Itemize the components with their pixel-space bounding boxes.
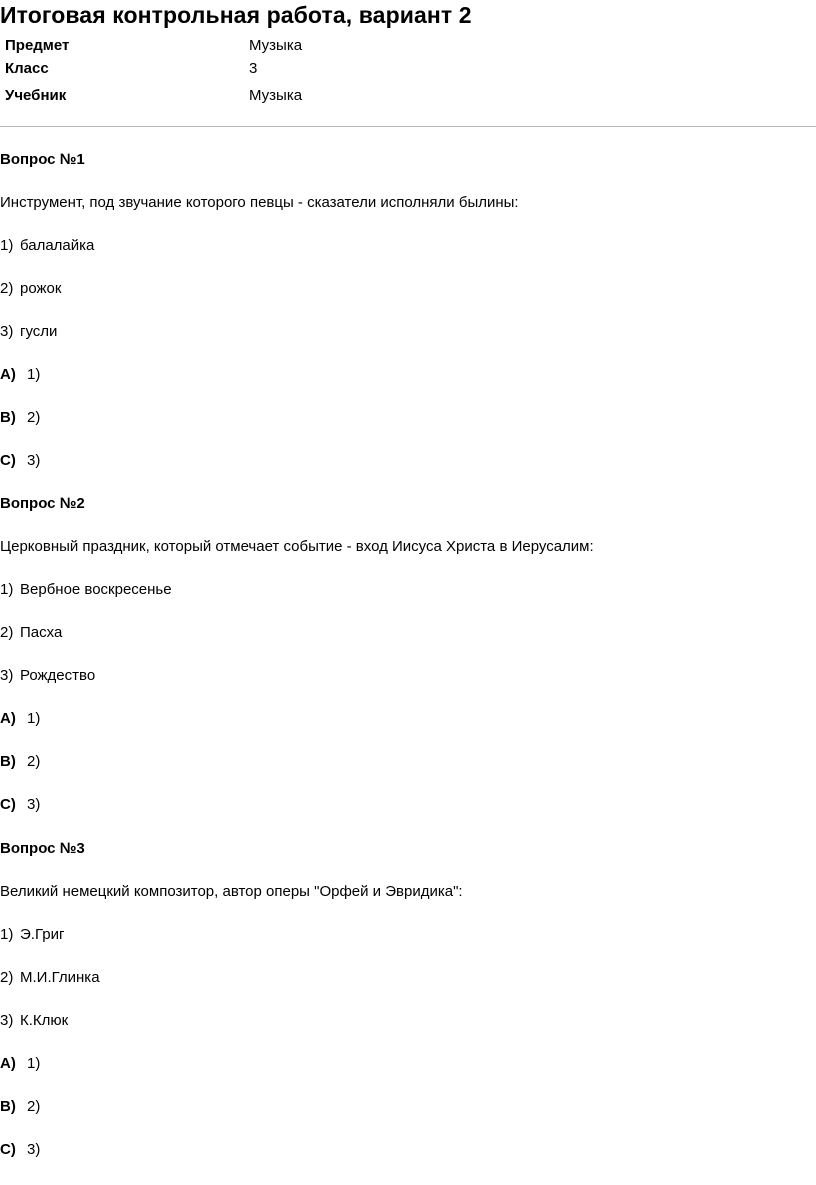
meta-textbook-value: Музыка — [249, 87, 303, 104]
answer-letter: A) — [0, 1055, 16, 1072]
question-text: Церковный праздник, который отмечает событие - вход Иисуса Христа в Иерусалим: — [0, 538, 594, 555]
answer-value: 3) — [27, 796, 41, 813]
option-number: 1) — [0, 926, 14, 943]
answer-choice — [0, 452, 40, 469]
answer-choice — [0, 753, 40, 770]
question-heading: Вопрос №3 — [0, 840, 85, 857]
answer-value: 1) — [27, 366, 41, 383]
option-text: гусли — [20, 323, 58, 340]
answer-value: 2) — [27, 409, 41, 426]
meta-textbook-label: Учебник — [5, 87, 67, 104]
answer-letter: C) — [0, 1141, 16, 1158]
option-item — [0, 1012, 68, 1029]
option-text: М.И.Глинка — [20, 969, 100, 986]
option-number: 3) — [0, 1012, 14, 1029]
meta-grade-value: 3 — [249, 60, 258, 77]
answer-letter: B) — [0, 753, 16, 770]
option-text: К.Клюк — [20, 1012, 69, 1029]
meta-subject-label: Предмет — [5, 37, 70, 54]
option-number: 3) — [0, 323, 14, 340]
option-text: рожок — [20, 280, 62, 297]
question-heading: Вопрос №1 — [0, 151, 85, 168]
answer-letter: C) — [0, 796, 16, 813]
answer-choice — [0, 1098, 40, 1115]
answer-choice — [0, 409, 40, 426]
option-item — [0, 581, 172, 598]
answer-choice — [0, 796, 40, 813]
option-item — [0, 624, 62, 641]
answer-choice — [0, 710, 40, 727]
option-number: 2) — [0, 624, 14, 641]
answer-value: 2) — [27, 753, 41, 770]
question-heading: Вопрос №2 — [0, 495, 85, 512]
meta-grade-label: Класс — [5, 60, 49, 77]
header-divider — [0, 126, 816, 127]
option-number: 1) — [0, 581, 14, 598]
option-text: Вербное воскресенье — [20, 581, 172, 598]
option-number: 2) — [0, 969, 14, 986]
option-item — [0, 237, 94, 254]
answer-choice — [0, 366, 40, 383]
option-number: 2) — [0, 280, 14, 297]
option-item — [0, 280, 61, 297]
answer-value: 3) — [27, 452, 41, 469]
answer-choice — [0, 1055, 40, 1072]
meta-subject-value: Музыка — [249, 37, 303, 54]
option-text: балалайка — [20, 237, 95, 254]
question-text: Инструмент, под звучание которого певцы - сказатели исполняли былины: — [0, 194, 519, 211]
answer-value: 1) — [27, 1055, 41, 1072]
option-item — [0, 969, 100, 986]
answer-value: 1) — [27, 710, 41, 727]
page-title: Итоговая контрольная работа, вариант 2 — [0, 2, 472, 28]
answer-letter: B) — [0, 1098, 16, 1115]
answer-value: 2) — [27, 1098, 41, 1115]
option-item — [0, 926, 64, 943]
option-number: 1) — [0, 237, 14, 254]
answer-letter: C) — [0, 452, 16, 469]
option-text: Пасха — [20, 624, 63, 641]
answer-choice — [0, 1141, 40, 1158]
option-item — [0, 323, 57, 340]
question-text: Великий немецкий композитор, автор оперы "Орфей и Эвридика": — [0, 883, 463, 900]
option-text: Э.Григ — [20, 926, 65, 943]
answer-letter: B) — [0, 409, 16, 426]
answer-letter: A) — [0, 366, 16, 383]
option-item — [0, 667, 95, 684]
answer-letter: A) — [0, 710, 16, 727]
option-number: 3) — [0, 667, 14, 684]
answer-value: 3) — [27, 1141, 41, 1158]
option-text: Рождество — [20, 667, 96, 684]
